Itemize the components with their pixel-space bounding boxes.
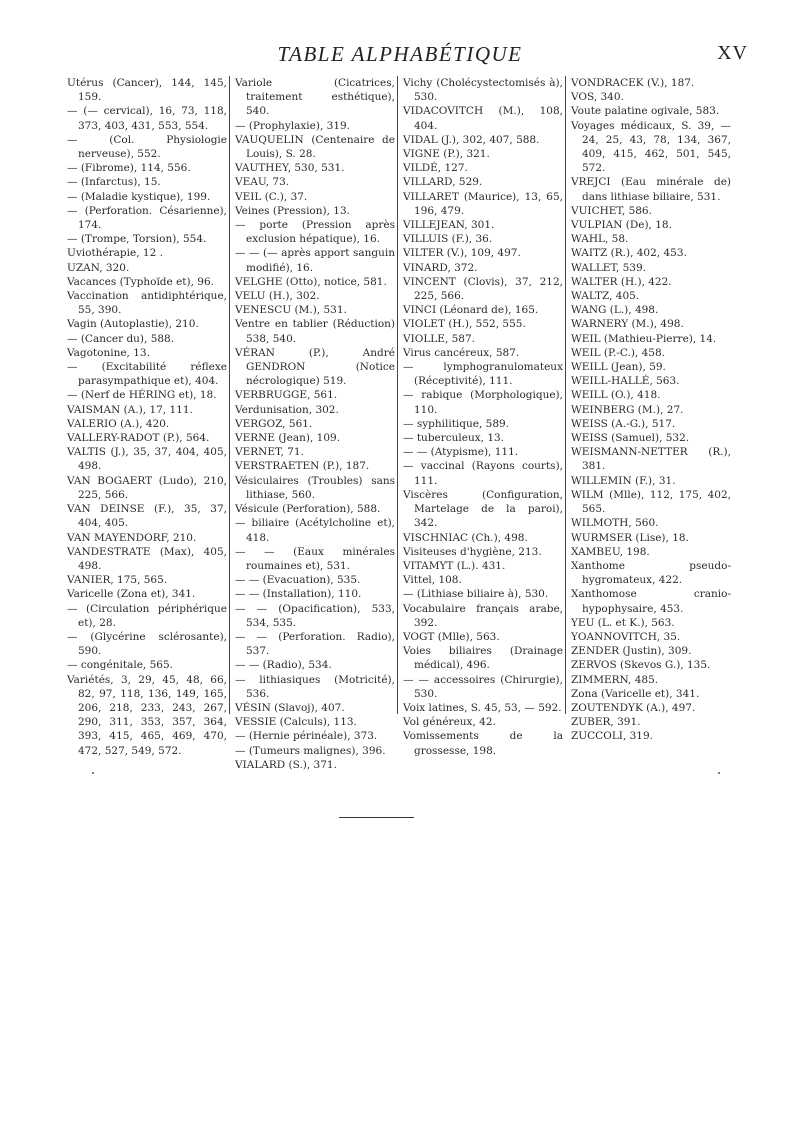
- index-entry: WEILL-HALLÉ, 563.: [571, 375, 680, 388]
- index-entry: VINCI (Léonard de), 165.: [403, 304, 539, 317]
- index-entry: ZUCCOLI, 319.: [571, 730, 653, 743]
- index-entry: Vol généreux, 42.: [403, 716, 496, 729]
- index-entry: — — (Opacification), 533, 534, 535.: [235, 602, 395, 629]
- index-entry: Vésicule (Perforation), 588.: [235, 503, 381, 516]
- index-entry: WILLEMIN (F.), 31.: [571, 474, 676, 487]
- index-entry: — — (Installation), 110.: [235, 588, 362, 601]
- index-entry: VIOLET (H.), 552, 555.: [403, 318, 526, 331]
- index-entry: VERNE (Jean), 109.: [235, 432, 341, 445]
- index-column-2: [235, 76, 395, 772]
- index-entry: VERBRUGGE, 561.: [235, 389, 338, 402]
- index-entry: WARNERY (M.), 498.: [571, 318, 684, 331]
- index-entry: VERSTRAETEN (P.), 187.: [235, 460, 370, 473]
- index-entry: VALLERY-RADOT (P.), 564.: [67, 432, 210, 445]
- index-entry: WEISMANN-NETTER (R.), 381.: [571, 446, 731, 473]
- index-entry: Vomissements de la grossesse, 198.: [403, 730, 563, 757]
- index-entry: — — (Perforation. Radio), 537.: [235, 630, 395, 658]
- index-entry: VERNET, 71.: [235, 446, 304, 459]
- index-entry: — — (— après apport sanguin modifié), 16.: [235, 247, 395, 274]
- print-speck: [718, 772, 720, 774]
- index-entry: — rabique (Morphologique), 110.: [403, 389, 563, 416]
- index-entry: — (Nerf de HÉRING et), 18.: [67, 389, 217, 402]
- index-entry: VILLEJEAN, 301.: [403, 219, 495, 232]
- index-column-4: [571, 76, 731, 744]
- index-entry: — (Maladie kystique), 199.: [67, 190, 211, 203]
- index-entry: VILTER (V.), 109, 497.: [403, 247, 521, 260]
- index-entry: VÉRAN (P.), André GENDRON (Notice nécrologique) 519.: [235, 346, 395, 388]
- index-entry: XAMBEU, 198.: [571, 545, 650, 558]
- index-entry: VERGOZ, 561.: [235, 417, 313, 430]
- index-entry: — congénitale, 565.: [67, 659, 173, 672]
- index-entry: — — accessoires (Chirurgie), 530.: [403, 673, 563, 700]
- index-entry: Vittel, 108.: [403, 574, 462, 587]
- index-entry: — vaccinal (Rayons courts), 111.: [403, 460, 563, 487]
- index-entry: Zona (Varicelle et), 341.: [571, 687, 700, 700]
- index-entry: VINARD, 372.: [403, 261, 478, 274]
- index-entry: WAHL, 58.: [571, 233, 629, 246]
- index-entry: WEILL (Jean), 59.: [571, 361, 666, 374]
- index-entry: VIOLLE, 587.: [403, 332, 476, 345]
- index-entry: VILDÉ, 127.: [403, 162, 468, 175]
- index-entry: Uviothérapie, 12 .: [67, 247, 163, 260]
- index-entry: VINCENT (Clovis), 37, 212, 225, 566.: [403, 275, 563, 303]
- index-entry: VAN BOGAERT (Ludo), 210, 225, 566.: [67, 474, 227, 501]
- index-entry: YOANNOVITCH, 35.: [571, 630, 681, 643]
- index-entry: WANG (L.), 498.: [571, 304, 659, 317]
- index-columns: [67, 76, 739, 771]
- index-entry: — (Fibrome), 114, 556.: [67, 162, 191, 175]
- index-entry: Voyages médicaux, S. 39, — 24, 25, 43, 78, 134, 367, 409, 415, 462, 501, 545, 572.: [571, 119, 731, 175]
- index-entry: — porte (Pression après exclusion hépatique), 16.: [235, 219, 395, 246]
- index-entry: WEINBERG (M.), 27.: [571, 403, 684, 416]
- index-entry: VAN MAYENDORF, 210.: [67, 531, 197, 544]
- index-entry: — (— cervical), 16, 73, 118, 373, 403, 431, 553, 554.: [67, 105, 227, 132]
- page-title: TABLE ALPHABÉTIQUE: [277, 42, 523, 66]
- index-entry: — (Perforation. Césarienne), 174.: [67, 204, 227, 232]
- index-entry: Vichy (Cholécystectomisés à), 530.: [403, 77, 563, 104]
- page-number: XV: [717, 42, 748, 64]
- index-entry: Voute palatine ogivale, 583.: [571, 105, 720, 118]
- index-entry: Ventre en tablier (Réduction) 538, 540.: [235, 318, 395, 345]
- index-entry: VIDACOVITCH (M.), 108, 404.: [403, 105, 563, 132]
- index-entry: WEILL (O.), 418.: [571, 389, 661, 402]
- index-entry: — (Circulation périphérique et), 28.: [67, 602, 227, 629]
- index-entry: VIALARD (S.), 371.: [235, 758, 337, 771]
- index-entry: VAN DEINSE (F.), 35, 37, 404, 405.: [67, 503, 227, 530]
- index-entry: — — (Evacuation), 535.: [235, 574, 361, 587]
- index-entry: Viscères (Configuration, Martelage de la paroi), 342.: [403, 488, 563, 530]
- index-entry: VAUQUELIN (Centenaire de Louis), S. 28.: [235, 133, 395, 161]
- index-entry: UZAN, 320.: [67, 261, 130, 274]
- index-entry: — (Infarctus), 15.: [67, 176, 161, 189]
- index-entry: ZERVOS (Skevos G.), 135.: [571, 659, 711, 672]
- index-entry: VENESCU (M.), 531.: [235, 304, 347, 317]
- index-entry: VAISMAN (A.), 17, 111.: [67, 403, 193, 416]
- index-entry: Vagotonine, 13.: [67, 346, 150, 359]
- index-entry: Virus cancéreux, 587.: [403, 346, 520, 359]
- index-entry: VONDRACEK (V.), 187.: [571, 77, 695, 89]
- index-entry: WURMSER (Lise), 18.: [571, 531, 689, 544]
- index-entry: ZENDER (Justin), 309.: [571, 645, 692, 658]
- index-column-3: [403, 76, 563, 758]
- index-entry: WEIL (Mathieu-Pierre), 14.: [571, 332, 717, 345]
- index-entry: VELGHE (Otto), notice, 581.: [235, 275, 387, 288]
- index-entry: VEIL (C.), 37.: [235, 190, 308, 203]
- index-entry: — (Trompe, Torsion), 554.: [67, 233, 207, 246]
- index-entry: VREJCI (Eau minérale de) dans lithiase biliaire, 531.: [571, 176, 731, 203]
- index-entry: VELU (H.), 302.: [235, 290, 320, 303]
- index-entry: Veines (Pression), 13.: [235, 204, 350, 217]
- index-entry: Vacances (Typhoïde et), 96.: [67, 275, 214, 288]
- index-entry: VILLUIS (F.), 36.: [403, 233, 493, 246]
- index-entry: VEAU, 73.: [235, 176, 290, 189]
- index-entry: — (Cancer du), 588.: [67, 332, 175, 345]
- index-entry: VANDESTRATE (Max), 405, 498.: [67, 545, 227, 572]
- index-entry: Variole (Cicatrices, traitement esthétique), 540.: [235, 77, 395, 118]
- index-entry: WALTER (H.), 422.: [571, 275, 672, 288]
- index-entry: VÉSIN (Slavoj), 407.: [235, 701, 345, 714]
- index-entry: Variétés, 3, 29, 45, 48, 66, 82, 97, 118, 136, 149, 165, 206, 218, 233, 243, 267, 290, 311, 353, 357, 364, 393, 415, 465, 469, 470, 472, 527, 549, 572.: [67, 673, 227, 757]
- index-entry: VITAMYT (L.). 431.: [403, 559, 506, 572]
- index-entry: Vésiculaires (Troubles) sans lithiase, 560.: [235, 474, 395, 501]
- index-entry: Visiteuses d'hygiène, 213.: [403, 545, 542, 558]
- index-entry: VULPIAN (De), 18.: [571, 219, 672, 232]
- index-entry: ZIMMERN, 485.: [571, 673, 659, 686]
- index-entry: — — (Atypisme), 111.: [403, 446, 519, 459]
- index-entry: VISCHNIAC (Ch.), 498.: [403, 531, 528, 544]
- print-speck: [92, 772, 94, 774]
- index-entry: Varicelle (Zona et), 341.: [67, 588, 196, 601]
- index-entry: VOS, 340.: [571, 91, 624, 104]
- index-entry: WEISS (Samuel), 532.: [571, 432, 690, 445]
- index-entry: Utérus (Cancer), 144, 145, 159.: [67, 77, 227, 104]
- index-entry: Xanthomose cranio-hypophysaire, 453.: [571, 588, 731, 615]
- index-entry: — lymphogranulomateux (Réceptivité), 111.: [403, 361, 563, 388]
- index-entry: WILM (Mlle), 112, 175, 402, 565.: [571, 488, 731, 516]
- footer-rule: [339, 817, 414, 818]
- index-entry: VIGNE (P.), 321.: [403, 148, 490, 161]
- index-entry: VAUTHEY, 530, 531.: [235, 162, 345, 175]
- index-entry: Verdunisation, 302.: [235, 403, 339, 416]
- index-entry: Vocabulaire français arabe, 392.: [403, 602, 563, 629]
- index-entry: VILLARD, 529.: [403, 176, 483, 189]
- index-entry: — biliaire (Acétylcholine et), 418.: [235, 517, 395, 544]
- index-entry: Voies biliaires (Drainage médical), 496.: [403, 645, 563, 672]
- index-entry: — — (Radio), 534.: [235, 659, 332, 672]
- index-entry: Vaccination antidiphtérique, 55, 390.: [67, 290, 227, 317]
- index-entry: — (Excitabilité réflexe parasympathique et), 404.: [67, 361, 227, 388]
- index-column-1: [67, 76, 227, 758]
- index-entry: VOGT (Mlle), 563.: [403, 630, 500, 643]
- index-entry: WALTZ, 405.: [571, 290, 640, 303]
- index-entry: ZUBER, 391.: [571, 716, 641, 729]
- index-entry: WILMOTH, 560.: [571, 517, 659, 530]
- index-entry: WEISS (A.-G.), 517.: [571, 417, 676, 430]
- index-entry: YEU (L. et K.), 563.: [571, 616, 675, 629]
- index-entry: — (Prophylaxie), 319.: [235, 119, 351, 132]
- index-entry: Vagin (Autoplastie), 210.: [67, 318, 199, 331]
- index-entry: VILLARET (Maurice), 13, 65, 196, 479.: [403, 190, 563, 217]
- index-entry: WALLET, 539.: [571, 261, 646, 274]
- index-entry: — (Tumeurs malignes), 396.: [235, 744, 386, 757]
- index-entry: WEIL (P.-C.), 458.: [571, 346, 665, 359]
- index-entry: VANIER, 175, 565.: [67, 574, 168, 587]
- index-entry: VUICHET, 586.: [571, 204, 652, 217]
- index-entry: ZOUTENDYK (A.), 497.: [571, 701, 696, 714]
- index-entry: VIDAL (J.), 302, 407, 588.: [403, 133, 540, 146]
- index-entry: Xanthome pseudo-hygromateux, 422.: [571, 559, 731, 587]
- index-entry: — (Lithiase biliaire à), 530.: [403, 588, 549, 601]
- index-entry: — (Glycérine sclérosante), 590.: [67, 630, 227, 658]
- index-entry: — (Col. Physiologie nerveuse), 552.: [67, 133, 227, 161]
- index-entry: VESSIE (Calculs), 113.: [235, 716, 357, 729]
- index-entry: — (Hernie périnéale), 373.: [235, 730, 378, 743]
- index-entry: — syphilitique, 589.: [403, 417, 510, 430]
- index-entry: — tuberculeux, 13.: [403, 432, 505, 445]
- index-entry: VALTIS (J.), 35, 37, 404, 405, 498.: [67, 446, 227, 473]
- index-entry: WAITZ (R.), 402, 453.: [571, 247, 687, 260]
- index-entry: — — (Eaux minérales roumaines et), 531.: [235, 545, 395, 572]
- index-entry: — lithiasiques (Motricité), 536.: [235, 673, 395, 700]
- index-entry: VALERIO (A.), 420.: [67, 417, 170, 430]
- index-entry: Voix latines, S. 45, 53, — 592.: [403, 701, 562, 714]
